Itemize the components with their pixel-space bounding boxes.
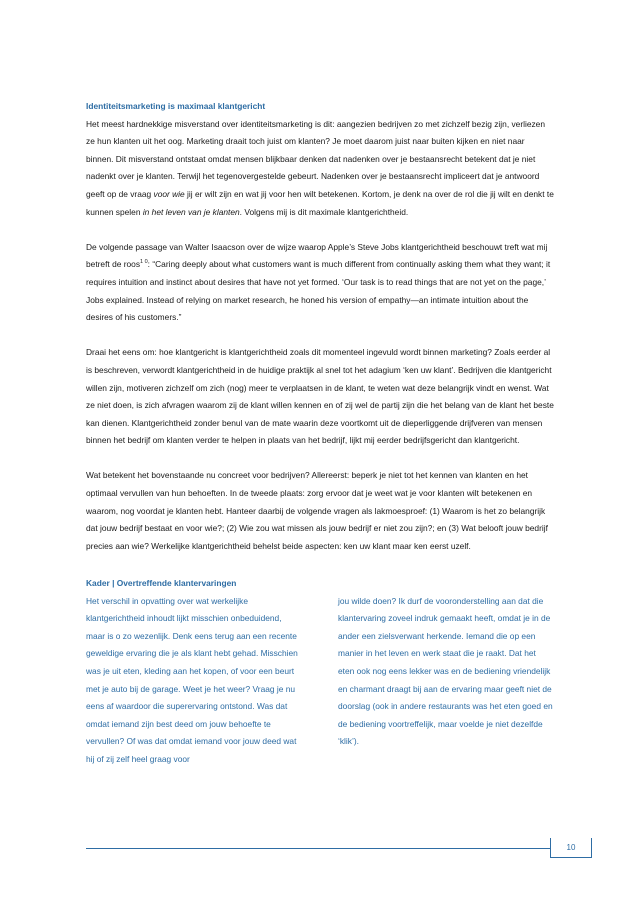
kader-box: [86, 575, 554, 769]
kader-column-left: [86, 593, 302, 769]
footnote-reference: 1 0: [140, 259, 148, 266]
paragraph-1-emphasis-2: in het leven van je klanten: [142, 206, 240, 217]
paragraph-2: [86, 239, 554, 327]
paragraph-2-part-b: : “Caring deeply about what customers want is much different from continually asking them what they want; it requires intuition and instinct about desires that have not yet formed. ‘Our task is to read things that are not yet on the page,’ Jobs explained. Instead of relying on market research, he honed his version of empathy—an intimate intuition about the desires of his customers.”: [86, 259, 551, 323]
paragraph-1-emphasis-1: voor wie: [153, 188, 185, 199]
footer-rule: [86, 848, 551, 849]
paragraph-4: Wat betekent het bovenstaande nu concreet voor bedrijven? Allereerst: beperk je niet tot het kennen van klanten en het optimaal vervullen van hun behoeften. In de tweede plaats: zorg ervoor dat je weet wat je voor klanten wilt betekenen en waarom, nog voordat je klanten hebt. Hanteer daarbij de volgende vragen als lakmoesproef: (1) Waarom is het zo belangrijk dat jouw bedrijf bestaat en voor wie?; (2) Wie zou wat missen als jouw bedrijf er niet zou zijn?; en (3) Wat belooft jouw bedrijf precies aan wie? Werkelijke klantgerichtheid behelst beide aspecten: ken uw klant maar ken eerst uzelf.: [86, 470, 548, 551]
main-section: [86, 98, 554, 573]
paragraph-2-part-a: De volgende passage van Walter Isaacson over de wijze waarop Apple’s Steve Jobs klantgerichtheid beschouwt treft wat mij betreft de roos: [86, 241, 548, 270]
kader-columns: [86, 593, 554, 769]
paragraph-1-part-c: . Volgens mij is dit maximale klantgerichtheid.: [239, 206, 409, 217]
paragraph-1: [86, 116, 554, 222]
kader-column-right-text: jou wilde doen? Ik durf de vooronderstelling aan dat die klantervaring zoveel indruk gemaakt heeft, omdat je in de ander een zielsverwant herkende. Iemand die op een manier in het leven en werk staat die je raakt. Dat het eten ook nog eens lekker was en de bediening vriendelijk en charmant draagt bij aan de ervaring maar geeft niet de doorslag (ook in andere restaurants was het eten goed en de bediening voortreffelijk, maar voelde je niet dezelfde ‘klik’).: [338, 595, 553, 747]
section-heading: Identiteitsmarketing is maximaal klantgericht: [86, 101, 266, 111]
page-number: 10: [550, 838, 592, 858]
paragraph-3: Draai het eens om: hoe klantgericht is klantgerichtheid zoals dit momenteel ingevuld wordt binnen marketing? Zoals eerder al is beschreven, verwordt klantgerichtheid in de huidige praktijk al snel tot het adagium ‘ken uw klant’. Bedrijven die klantgericht willen zijn, motiveren zichzelf om zich (nog) meer te verplaatsen in de klant, te weten wat deze belangrijk vindt en wenst. Wat ze niet doen, is zich afvragen waarom zij de klant willen kennen en of zij wel de partij zijn die het belang van de klant het beste kan dienen. Klantgerichtheid zonder benul van de mate waarin deze voortkomt uit de dieperliggende drijfveren van mensen binnen het bedrijf om klanten verder te helpen in plaats van het bedrijf, lijkt mij eerder bedrijfsgericht dan klantgericht.: [86, 347, 554, 446]
kader-title: Kader | Overtreffende klantervaringen: [86, 578, 237, 588]
kader-column-left-text: Het verschil in opvatting over wat werkelijke klantgerichtheid inhoudt lijkt misschien onbeduidend, maar is o zo wezenlijk. Denk eens terug aan een recente geweldige ervaring die je als klant hebt gehad. Misschien was je uit eten, kleding aan het kopen, of voor een beurt met je auto bij de garage. Weet je het weer? Vraag je nu eens af waardoor die superervaring ontstond. Was dat omdat iemand zijn best deed om jouw behoefte te vervullen? Of was dat omdat iemand voor jouw deed wat hij of zij zelf heel graag voor: [86, 595, 298, 764]
kader-column-right: [338, 593, 554, 769]
paragraph-1-part-a: Het meest hardnekkige misverstand over identiteitsmarketing is dit: aangezien bedrijven zo met zichzelf bezig zijn, verliezen ze hun klanten uit het oog. Marketing draait toch juist om klanten? Je moet daarom juist naar buiten kijken en niet naar binnen. Dit misverstand ontstaat omdat mensen blijkbaar denken dat nadenken over je bestaansrecht betekent dat je niet nadenkt over je klanten. Terwijl het tegenovergestelde gebeurt. Nadenken over je bestaansrecht impliceert dat je antwoord geeft op de vraag: [86, 118, 545, 199]
paragraph-1-part-b: jij er wilt zijn en wat jij voor hen wilt betekenen. Kortom, je denk na over de rol die jij wilt en denkt te kunnen spelen: [86, 188, 554, 217]
